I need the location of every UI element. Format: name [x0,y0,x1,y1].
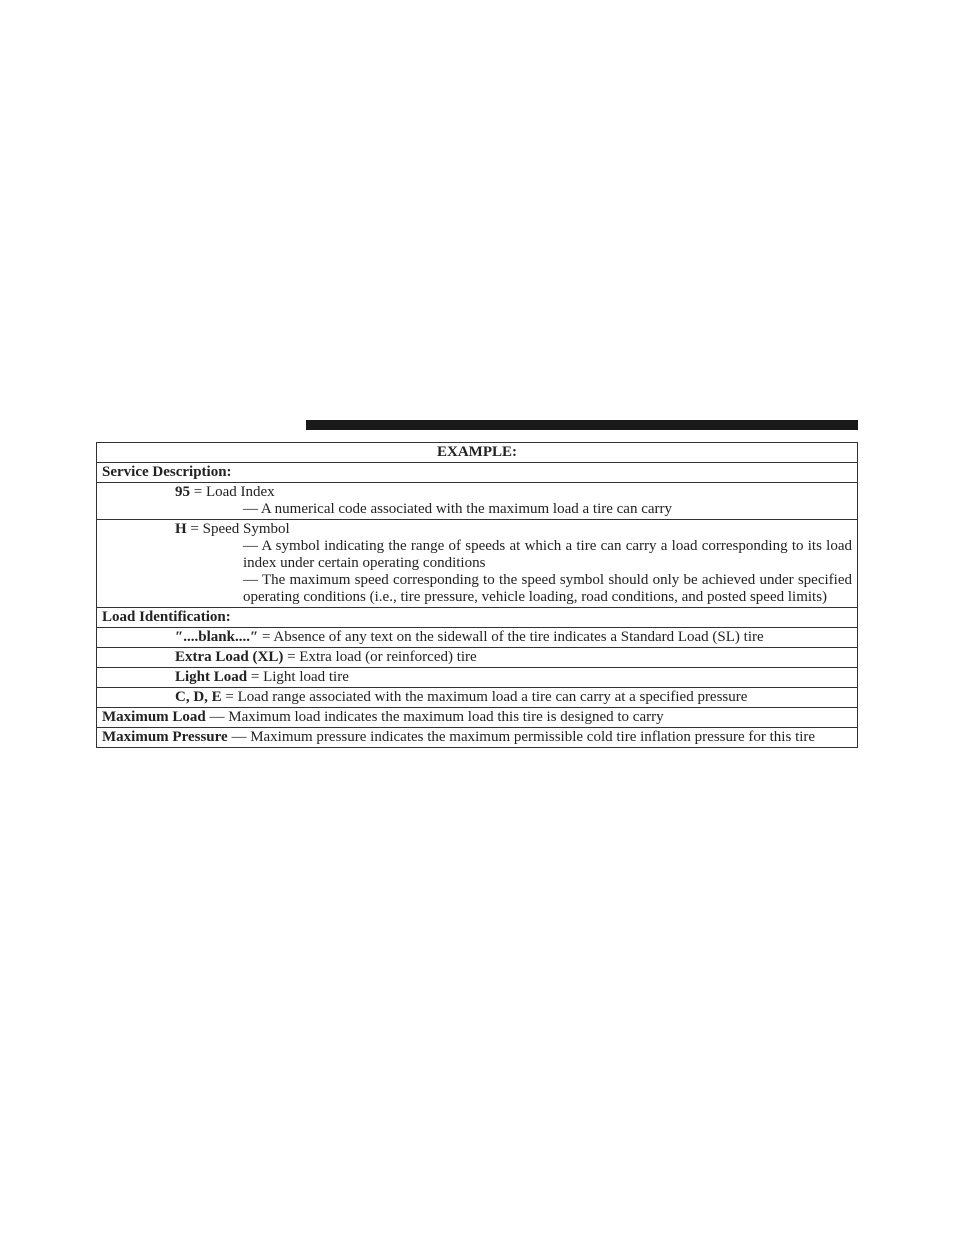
load-id-term: Extra Load (XL) [175,649,284,665]
load-id-text: = Extra load (or reinforced) tire [283,649,477,665]
load-index-code: 95 [175,484,190,500]
load-id-text: = Load range associated with the maximum load a tire can carry at a specified pressure [221,689,748,705]
load-index-line [102,484,852,501]
load-id-row-light [97,667,857,687]
service-description-heading: Service Description: [97,462,857,482]
load-id-text: = Light load tire [247,669,349,685]
maximum-pressure-term: Maximum Pressure [102,729,228,745]
load-id-term: C, D, E [175,689,222,705]
load-id-text: = Absence of any text on the sidewall of the tire indicates a Standard Load (SL) tire [258,629,764,645]
load-identification-heading: Load Identification: [97,607,857,627]
maximum-pressure-row [97,727,857,747]
section-header-bar [306,420,858,430]
load-index-text: = Load Index [190,484,275,500]
speed-symbol-note-2: — The maximum speed corresponding to the speed symbol should only be achieved under specified operating conditions (i.e., tire pressure, vehicle loading, road conditions, and posted speed limits) [243,572,852,605]
load-index-row [97,482,857,519]
load-id-row-xl [97,647,857,667]
speed-symbol-text: = Speed Symbol [186,521,290,537]
tire-info-table [96,442,858,748]
load-id-row-blank [97,627,857,647]
speed-symbol-row [97,519,857,607]
load-index-note: — A numerical code associated with the maximum load a tire can carry [243,501,673,517]
load-id-term: ″....blank....″ [175,629,259,645]
maximum-load-text: — Maximum load indicates the maximum load this tire is designed to carry [205,709,664,725]
load-id-term: Light Load [175,669,248,685]
speed-symbol-code: H [175,521,187,537]
speed-symbol-note-1: — A symbol indicating the range of speeds at which a tire can carry a load corresponding to its load index under certain operating conditions [243,538,852,571]
maximum-pressure-text: — Maximum pressure indicates the maximum permissible cold tire inflation pressure for this tire [227,729,816,745]
speed-symbol-line [102,521,852,538]
table-header: EXAMPLE: [437,444,517,460]
load-id-row-cde [97,687,857,707]
maximum-load-term: Maximum Load [102,709,206,725]
maximum-load-row [97,707,857,727]
